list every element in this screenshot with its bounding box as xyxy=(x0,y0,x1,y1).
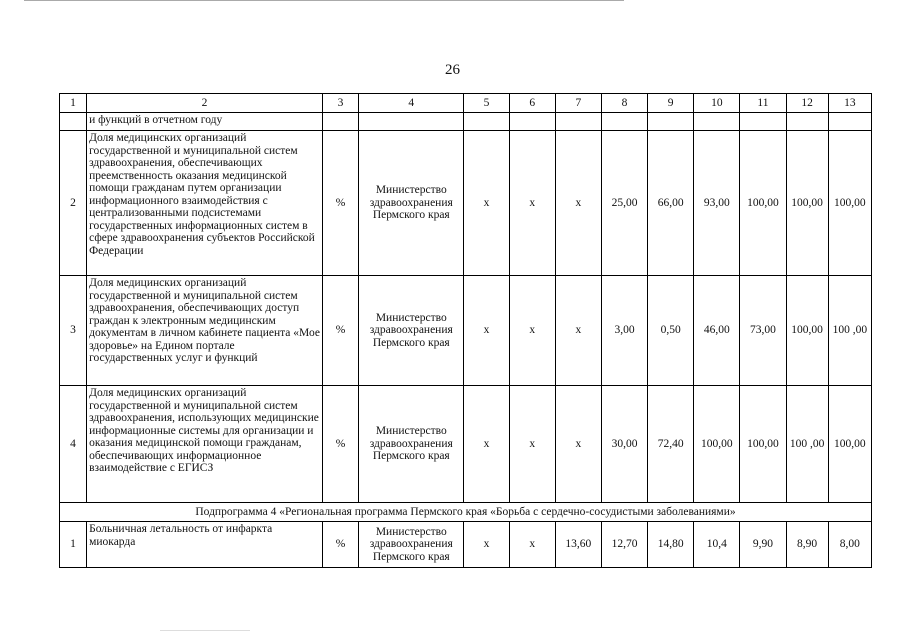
value-cell: 100,00 xyxy=(786,131,828,276)
value-cell: 100 ,00 xyxy=(828,276,871,386)
subprogram-title: Подпрограмма 4 «Региональная программа Пермского края «Борьба с сердечно-сосудистыми заболеваниями» xyxy=(60,503,872,522)
subprogram-header-row xyxy=(60,503,872,522)
value-cell: 100 ,00 xyxy=(786,386,828,503)
value-cell: 8,90 xyxy=(786,522,828,568)
table-row xyxy=(60,276,872,386)
responsible-department: Министерство здравоохранения Пермского края xyxy=(359,386,464,503)
column-header: 1 xyxy=(60,94,87,113)
value-cell: x xyxy=(555,386,601,503)
unit-cell: % xyxy=(322,131,358,276)
value-cell: x xyxy=(509,276,555,386)
row-number: 1 xyxy=(60,522,87,568)
column-header: 11 xyxy=(740,94,786,113)
value-cell: 0,50 xyxy=(648,276,694,386)
responsible-department: Министерство здравоохранения Пермского края xyxy=(359,522,464,568)
value-cell: 100,00 xyxy=(828,131,871,276)
column-header: 5 xyxy=(464,94,509,113)
column-header: 13 xyxy=(828,94,871,113)
continuation-text: и функций в отчетном году xyxy=(87,113,323,131)
value-cell: 25,00 xyxy=(601,131,647,276)
unit-cell: % xyxy=(322,386,358,503)
value-cell: 8,00 xyxy=(828,522,871,568)
column-header: 10 xyxy=(694,94,740,113)
value-cell: 100,00 xyxy=(740,386,786,503)
value-cell: 100,00 xyxy=(740,131,786,276)
value-cell: 3,00 xyxy=(601,276,647,386)
page-number: 26 xyxy=(445,62,460,78)
value-cell: x xyxy=(464,276,509,386)
column-header: 7 xyxy=(555,94,601,113)
indicator-description: Больничная летальность от инфаркта миокарда xyxy=(87,522,323,568)
table-row xyxy=(60,131,872,276)
value-cell: 10,4 xyxy=(694,522,740,568)
value-cell: x xyxy=(464,522,509,568)
value-cell: 30,00 xyxy=(601,386,647,503)
indicator-description: Доля медицинских организаций государственной и муниципальной систем здравоохранения, обеспечивающих доступ граждан к электронным медицинским документам в личном кабинете пациента «Мое здоровье» на Едином портале государственных услуг и функций xyxy=(87,276,323,386)
top-scan-edge xyxy=(24,0,624,1)
value-cell: x xyxy=(509,386,555,503)
value-cell: 73,00 xyxy=(740,276,786,386)
value-cell: x xyxy=(464,386,509,503)
row-number: 2 xyxy=(60,131,87,276)
continuation-row xyxy=(60,113,872,131)
responsible-department: Министерство здравоохранения Пермского края xyxy=(359,131,464,276)
column-header: 3 xyxy=(322,94,358,113)
column-header: 8 xyxy=(601,94,647,113)
column-header: 12 xyxy=(786,94,828,113)
unit-cell: % xyxy=(322,276,358,386)
value-cell: 72,40 xyxy=(648,386,694,503)
indicator-description: Доля медицинских организаций государственной и муниципальной систем здравоохранения, использующих медицинские информационные системы для организации и оказания медицинской помощи гражданам, обеспечивающих информационное взаимодействие с ЕГИСЗ xyxy=(87,386,323,503)
value-cell: 66,00 xyxy=(648,131,694,276)
column-header: 9 xyxy=(648,94,694,113)
column-header: 4 xyxy=(359,94,464,113)
row-number: 4 xyxy=(60,386,87,503)
value-cell: x xyxy=(555,131,601,276)
value-cell: x xyxy=(464,131,509,276)
value-cell: 13,60 xyxy=(555,522,601,568)
value-cell: 12,70 xyxy=(601,522,647,568)
table-row xyxy=(60,522,872,568)
indicators-table xyxy=(59,93,872,568)
responsible-department: Министерство здравоохранения Пермского края xyxy=(359,276,464,386)
value-cell: 100,00 xyxy=(786,276,828,386)
value-cell: 46,00 xyxy=(694,276,740,386)
column-header: 6 xyxy=(509,94,555,113)
value-cell: x xyxy=(509,522,555,568)
table-row xyxy=(60,386,872,503)
value-cell: 93,00 xyxy=(694,131,740,276)
value-cell: 100,00 xyxy=(694,386,740,503)
scan-smudge xyxy=(160,630,250,631)
column-number-header-row xyxy=(60,94,872,113)
value-cell: 100,00 xyxy=(828,386,871,503)
column-header: 2 xyxy=(87,94,323,113)
unit-cell: % xyxy=(322,522,358,568)
value-cell: 14,80 xyxy=(648,522,694,568)
value-cell: x xyxy=(555,276,601,386)
value-cell: 9,90 xyxy=(740,522,786,568)
value-cell: x xyxy=(509,131,555,276)
indicator-description: Доля медицинских организаций государственной и муниципальной систем здравоохранения, обеспечивающих преемственность оказания медицинской помощи гражданам путем организации информационного взаимодействия с централизованными подсистемами государственных информационных систем в сфере здравоохранения субъектов Российской Федерации xyxy=(87,131,323,276)
row-number: 3 xyxy=(60,276,87,386)
